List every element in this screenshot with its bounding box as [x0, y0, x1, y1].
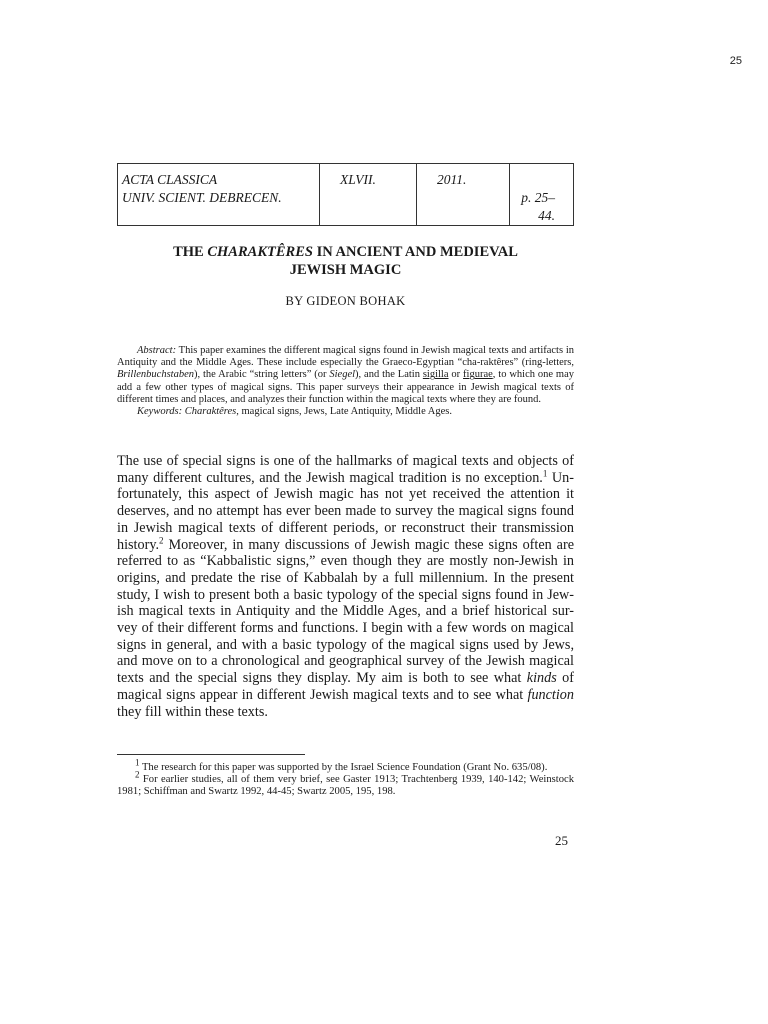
running-page-number: 25: [729, 55, 742, 67]
title-line2: JEWISH MAGIC: [289, 262, 402, 278]
keywords-line: Keywords: Charaktêres, magical signs, Jews, Late Antiquity, Middle Ages.: [137, 406, 452, 418]
footnotes-block: [117, 757, 574, 798]
journal-header-table: [117, 163, 574, 226]
title-italic-term: CHARAKTÊRES: [207, 244, 313, 260]
article-title: THE CHARAKTÊRES IN ANCIENT AND MEDIEVAL JEWISH MAGIC: [173, 244, 518, 278]
footnote-2: $^2$ For earlier studies, all of them very brief, see Gaster 1913; Trachtenberg 1939, 140-142; Weinstock 1981; Schiffman and Swartz 1992, 44-45; Swartz 2005, 195, 198.: [117, 769, 574, 797]
footnote-divider: [117, 754, 305, 755]
journal-name-cell: [118, 164, 320, 226]
journal-name-line2: UNIV. SCIENT. DEBRECEN.: [122, 190, 282, 205]
pages-cell: p. 25–44.: [510, 164, 574, 226]
body-paragraph: The use of special signs is one of the hallmarks of magical texts and objects of many different cultures, and the Jewish magical tradition is no exception.$^1$ Un-fortunately, this aspect of Jewish magic has not yet received the attention it deserves, and no attempt has ever been made to survey the magical signs found in Jewish magical texts of different periods, or reconstruct their transmission history.$^2$ Moreover, in many discussions of Jewish magic these signs often are referred to as “Kabbalistic signs,” even though they are mostly non-Jewish in origins, and predate the rise of Kabbalah by a full millennium. In the present study, I wish to present both a basic typology of the special signs found in Jew-ish magical texts in Antiquity and the Middle Ages, and a brief historical sur-vey of their different forms and functions. I begin with a few words on magical signs in general, and with a basic typology of the magical signs used by Jews, and move on to a chronological and geographical survey of the Jewish magical texts and the special signs they display. My aim is both to see what kinds of magical signs appear in different Jewish magical texts and to see what function they fill within these texts.: [117, 453, 574, 720]
footnote-ref-2[interactable]: 2: [159, 534, 164, 545]
journal-name-line1: ACTA CLASSICA: [122, 172, 218, 187]
volume-cell: XLVII.: [320, 164, 417, 226]
abstract-label: Abstract:: [137, 345, 177, 356]
footnote-ref-1[interactable]: 1: [542, 467, 548, 478]
year-cell: 2011.: [417, 164, 510, 226]
abstract-paragraph: Abstract: This paper examines the different magical signs found in Jewish magical texts and artifacts in Antiquity and the Middle Ages. These include especially the Graeco-Egyptian “cha-raktêres” (ring-letters, Brillenbuchstaben), the Arabic “string letters” (or Siegel), and the Latin sigilla or figurae, to which one may add a few other types of magical signs. This paper surveys their appearance in Jewish magical texts of different times and places, and analyzes their function within the magical texts where they are found.: [117, 345, 574, 405]
keywords-label: Keywords:: [137, 406, 183, 418]
footnote-1: $^1$ The research for this paper was supported by the Israel Science Foundation (Grant No. 635/08).: [135, 757, 548, 773]
page-number: 25: [555, 833, 568, 848]
author-byline: BY GIDEON BOHAK: [285, 294, 406, 308]
abstract-block: [117, 345, 574, 418]
